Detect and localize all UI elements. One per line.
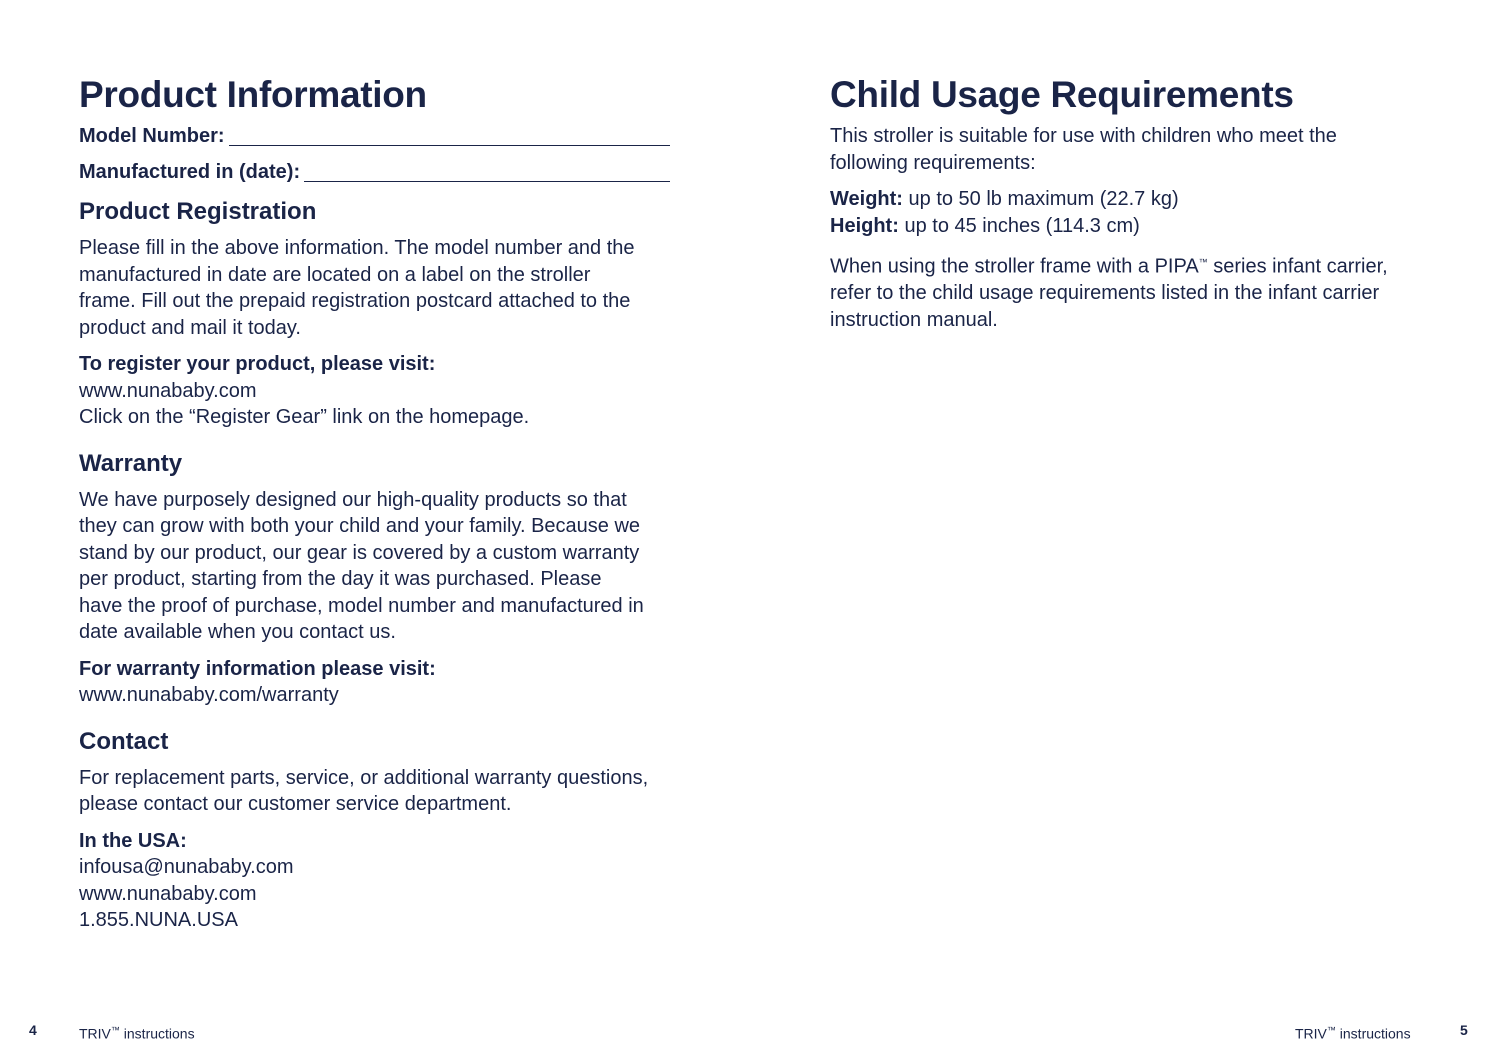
page-title: Child Usage Requirements [830, 74, 1294, 115]
footer-brand: TRIV [79, 1025, 111, 1042]
contact-url: www.nunababy.com [79, 882, 257, 905]
weight-value: up to 50 lb maximum (22.7 kg) [908, 188, 1179, 210]
height-requirement [830, 213, 1420, 240]
contact-section [79, 727, 679, 934]
registration-instruction: Click on the “Register Gear” link on the homepage. [79, 406, 530, 428]
manufactured-blank [304, 162, 670, 182]
registration-body: Please fill in the above information. The model number and the manufactured in date are located on a label on the stroller frame. Fill out the prepaid registration postcard attached to the product and mail it today. [79, 237, 635, 339]
contact-phone: 1.855.NUNA.USA [79, 909, 238, 931]
right-footer-label [1295, 1020, 1411, 1044]
warranty-heading: Warranty [79, 449, 183, 477]
right-page-number [1460, 1020, 1468, 1040]
model-number-label: Model Number: [79, 125, 225, 147]
contact-region-label: In the USA: [79, 829, 187, 852]
registration-section [79, 197, 679, 431]
page-number: 5 [1460, 1022, 1468, 1038]
warranty-url: www.nunababy.com/warranty [79, 684, 339, 706]
model-number-blank [229, 126, 670, 146]
warranty-visit-label: For warranty information please visit: [79, 657, 436, 680]
left-page [79, 0, 679, 1063]
height-label: Height: [830, 214, 899, 237]
contact-body: For replacement parts, service, or additional warranty questions, please contact our customer service department. [79, 766, 649, 815]
usage-intro: This stroller is suitable for use with children who meet the following requirements: [830, 125, 1337, 174]
usage-note-part2: series infant carrier, refer to the child usage requirements listed in the infant carrier instruction manual. [830, 255, 1388, 331]
footer-suffix: instructions [1339, 1025, 1411, 1042]
trademark-mark: ™ [1198, 257, 1208, 267]
footer-brand: TRIV [1295, 1025, 1327, 1042]
height-value: up to 45 inches (114.3 cm) [904, 214, 1140, 237]
footer-tm: ™ [1326, 1025, 1336, 1035]
footer-suffix: instructions [123, 1025, 195, 1042]
warranty-body: We have purposely designed our high-quality products so that they can grow with both your child and your family. Because we stand by our product, our gear is covered by a custom warranty per product, starting from the day it was purchased. Please have the proof of purchase, model number and manufactured in date available when you contact us. [79, 488, 644, 643]
left-page-number [29, 1020, 37, 1040]
registration-visit-label: To register your product, please visit: [79, 353, 436, 375]
registration-heading: Product Registration [79, 198, 317, 225]
weight-requirement [830, 186, 1420, 213]
manufactured-date-field [79, 159, 670, 185]
page-number: 4 [29, 1022, 37, 1038]
footer-tm: ™ [110, 1025, 120, 1035]
right-page [830, 0, 1420, 1063]
usage-note [830, 249, 1400, 333]
contact-heading: Contact [79, 727, 169, 755]
manufactured-label: Manufactured in (date): [79, 161, 301, 183]
contact-email: infousa@nunababy.com [79, 856, 294, 878]
weight-label: Weight: [830, 188, 903, 210]
model-number-field [79, 123, 670, 149]
usage-note-part1: When using the stroller frame with a PIPA [830, 255, 1199, 278]
left-footer-label [79, 1020, 195, 1044]
registration-url: www.nunababy.com [79, 379, 257, 402]
page-title: Product Information [79, 74, 427, 115]
warranty-section [79, 449, 679, 709]
